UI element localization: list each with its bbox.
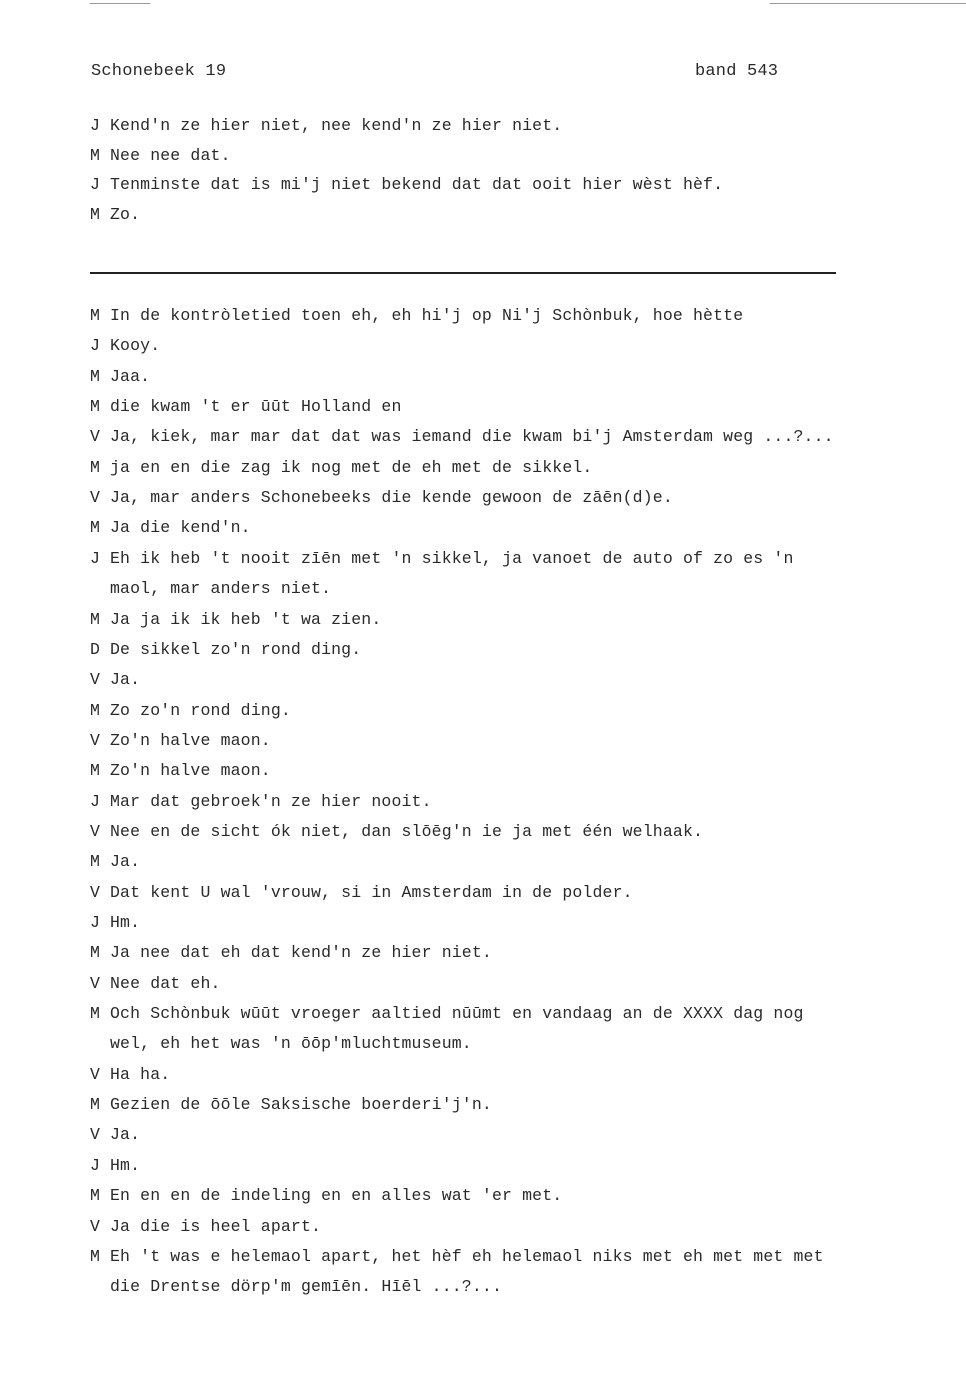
speaker-label: M (90, 397, 101, 417)
speaker-label: M (90, 1246, 101, 1266)
utterance-text: In de kontròletied toen eh, eh hi'j op Ni'j Schònbuk, hoe hètte (110, 306, 744, 325)
speaker-label: M (90, 1095, 101, 1115)
section-divider (90, 272, 836, 274)
speaker-label: D (90, 639, 101, 659)
transcript-line (90, 852, 140, 871)
utterance-text: Mar dat gebroek'n ze hier nooit. (110, 791, 432, 811)
utterance-text: die kwam 't er ūūt Holland en (110, 397, 402, 417)
transcript-line (90, 397, 402, 416)
utterance-text: Ja die kend'n. (110, 518, 251, 538)
transcript-line (90, 761, 271, 780)
transcript-line (90, 458, 592, 477)
transcript-line (90, 822, 703, 841)
utterance-text: Ha ha. (110, 1064, 171, 1084)
transcript-line (90, 701, 291, 720)
speaker-label: V (90, 730, 101, 750)
utterance-text: Ja. (110, 852, 141, 872)
speaker-label: V (90, 973, 101, 993)
utterance-text: Zo. (110, 204, 141, 224)
utterance-text: Jaa. (110, 366, 151, 386)
utterance-text: Nee nee dat. (110, 145, 231, 165)
utterance-text: Zo'n halve maon. (110, 730, 271, 750)
transcript-line (90, 175, 723, 194)
speaker-label: V (90, 670, 101, 690)
transcript-line (90, 1186, 562, 1205)
utterance-text: Ja ja ik ik heb 't wa zien. (110, 609, 382, 629)
utterance-text: Eh ik heb 't nooit zīēn met 'n sikkel, ja vanoet de auto of zo es 'n (110, 548, 794, 568)
transcript-line (90, 731, 271, 750)
utterance-text: Tenminste dat is mi'j niet bekend dat dat ooit hier wèst hèf. (110, 175, 724, 194)
speaker-label: M (90, 204, 101, 224)
utterance-text: Ja die is heel apart. (110, 1216, 322, 1236)
transcript-line (90, 1065, 170, 1084)
scan-mark (770, 3, 966, 4)
utterance-text: Hm. (110, 1155, 141, 1175)
transcript-line (90, 518, 251, 537)
speaker-label: V (90, 821, 101, 841)
speaker-label: V (90, 1216, 101, 1236)
speaker-label: M (90, 306, 101, 325)
transcript-line (90, 336, 160, 355)
speaker-label: M (90, 943, 101, 963)
speaker-label: V (90, 1125, 101, 1145)
speaker-label: M (90, 1186, 101, 1206)
transcript-line (90, 205, 140, 224)
utterance-text: Ja, kiek, mar mar dat dat was iemand die kwam bi'j Amsterdam weg ...?... (110, 427, 834, 447)
utterance-continuation: die Drentse dörp'm gemīēn. Hīēl ...?... (110, 1277, 503, 1297)
utterance-text: De sikkel zo'n rond ding. (110, 639, 362, 659)
speaker-label: V (90, 1064, 101, 1084)
header-location: Schonebeek 19 (91, 62, 227, 81)
transcript-line (90, 116, 562, 135)
utterance-text: Ja, mar anders Schonebeeks die kende gewoon de zāēn(d)e. (110, 488, 673, 508)
transcript-line (90, 549, 794, 568)
speaker-label: M (90, 518, 101, 538)
transcript-line (90, 488, 673, 507)
speaker-label: J (90, 548, 101, 568)
speaker-label: M (90, 609, 101, 629)
transcript-line (90, 1156, 140, 1175)
utterance-text: ja en en die zag ik nog met de eh met de sikkel. (110, 457, 593, 477)
transcript-line (90, 670, 140, 689)
transcript-line (90, 610, 381, 629)
transcript-line (90, 883, 633, 902)
utterance-text: Nee en de sicht ók niet, dan slōēg'n ie ja met één welhaak. (110, 821, 704, 841)
utterance-text: Zo zo'n rond ding. (110, 700, 291, 720)
utterance-continuation: maol, mar anders niet. (110, 579, 332, 599)
speaker-label: J (90, 336, 101, 356)
transcript-line (90, 640, 361, 659)
utterance-text: Hm. (110, 913, 141, 932)
transcript-line (90, 792, 432, 811)
utterance-text: En en en de indeling en en alles wat 'er met. (110, 1186, 563, 1206)
speaker-label: J (90, 175, 101, 194)
speaker-label: M (90, 145, 101, 165)
speaker-label: J (90, 913, 101, 932)
utterance-continuation: wel, eh het was 'n ōōp'mluchtmuseum. (110, 1034, 472, 1054)
transcript-line (90, 1247, 824, 1266)
transcript-line (90, 146, 231, 165)
transcript-line (90, 306, 743, 325)
speaker-label: V (90, 882, 101, 902)
utterance-text: Ja. (110, 1125, 141, 1145)
speaker-label: M (90, 761, 101, 781)
speaker-label: J (90, 116, 101, 135)
transcript-line (90, 367, 150, 386)
speaker-label: J (90, 1155, 101, 1175)
speaker-label: M (90, 700, 101, 720)
utterance-text: Gezien de ōōle Saksische boerderi'j'n. (110, 1095, 492, 1115)
speaker-label: V (90, 488, 101, 508)
utterance-text: Ja nee dat eh dat kend'n ze hier niet. (110, 943, 492, 963)
speaker-label: M (90, 366, 101, 386)
transcript-line (90, 1217, 321, 1236)
transcript-line (90, 1095, 492, 1114)
header-band: band 543 (695, 62, 779, 81)
utterance-text: Eh 't was e helemaol apart, het hèf eh helemaol niks met eh met met met (110, 1246, 824, 1266)
scan-mark (90, 3, 150, 4)
speaker-label: M (90, 457, 101, 477)
utterance-text: Och Schònbuk wūūt vroeger aaltied nūūmt en vandaag an de XXXX dag nog (110, 1004, 804, 1024)
speaker-label: J (90, 791, 101, 811)
utterance-text: Zo'n halve maon. (110, 761, 271, 781)
transcript-line (90, 1004, 804, 1023)
utterance-text: Nee dat eh. (110, 973, 221, 993)
utterance-text: Ja. (110, 670, 141, 690)
utterance-text: Kend'n ze hier niet, nee kend'n ze hier niet. (110, 116, 563, 135)
transcript-line (90, 974, 221, 993)
transcript-line (90, 427, 834, 446)
speaker-label: M (90, 852, 101, 872)
speaker-label: M (90, 1004, 101, 1024)
transcript-line (90, 1125, 140, 1144)
utterance-text: Kooy. (110, 336, 161, 356)
speaker-label: V (90, 427, 101, 447)
transcript-line (90, 943, 492, 962)
transcript-line (90, 913, 140, 932)
utterance-text: Dat kent U wal 'vrouw, si in Amsterdam in de polder. (110, 882, 633, 902)
